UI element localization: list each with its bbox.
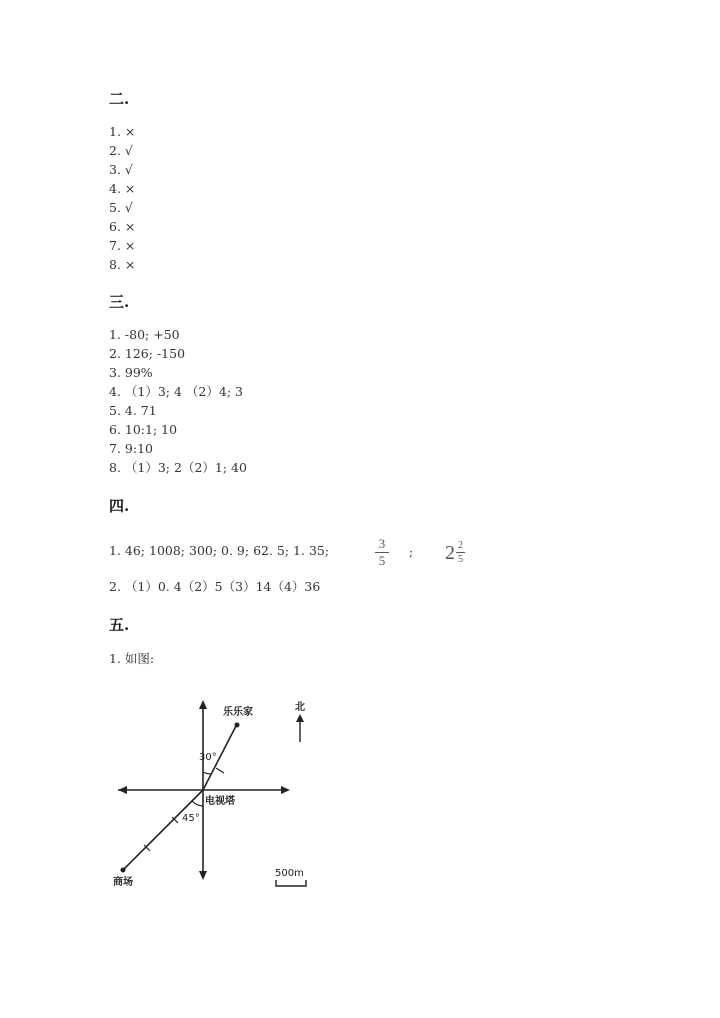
south-arrowhead (199, 871, 207, 880)
section-2-answer-2: 2. √ (109, 143, 133, 158)
section-3-answer-4: 4. （1）3; 4 （2）4; 3 (109, 384, 243, 399)
home-label: 乐乐家 (223, 707, 253, 718)
mixed-whole: 2 (445, 542, 455, 564)
section-3-answer-5: 5. 4. 71 (109, 403, 157, 418)
mixed-numerator: 2 (458, 540, 463, 551)
section-3-answer-7: 7. 9:10 (109, 441, 153, 456)
section-4-answer-1: 1. 46; 1008; 300; 0. 9; 62. 5; 1. 35; (109, 543, 330, 558)
section-2-answer-7: 7. × (109, 238, 136, 253)
tower-label: 电视塔 (205, 796, 235, 807)
line-to-mall (124, 790, 203, 869)
section-3-answer-1: 1. -80; +50 (109, 327, 180, 342)
section-2-answer-4: 4. × (109, 181, 136, 196)
angle-label-45: 45° (182, 813, 200, 824)
angle-arc-bottom (192, 801, 203, 806)
section-3-answer-6: 6. 10:1; 10 (109, 422, 178, 437)
section-4-answer-2: 2. （1）0. 4（2）5（3）14（4）36 (109, 579, 321, 594)
section-2-answer-5: 5. √ (109, 200, 133, 215)
section-5-answer-1: 1. 如图: (109, 651, 155, 666)
section-2-answer-6: 6. × (109, 219, 136, 234)
mall-label: 商场 (113, 877, 133, 888)
home-point (235, 723, 240, 728)
north-arrow-head (296, 714, 304, 722)
mall-point (121, 868, 126, 873)
home-tick-mark (216, 768, 224, 773)
north-label: 北 (295, 702, 305, 713)
section-5-heading: 五. (109, 616, 130, 634)
section-2-answer-1: 1. × (109, 124, 136, 139)
mixed-fraction (456, 540, 465, 565)
section-2-answer-8: 8. × (109, 257, 136, 272)
scale-label: 500m (275, 868, 304, 879)
mixed-number-two-and-two-fifths (445, 540, 469, 568)
mixed-denominator: 5 (458, 554, 463, 565)
north-arrowhead (199, 700, 207, 709)
angle-arc-top (203, 772, 211, 774)
fraction-numerator: 3 (378, 536, 386, 551)
separator: ; (409, 545, 414, 559)
direction-diagram (100, 690, 330, 900)
mixed-fraction-bar (456, 552, 465, 553)
fraction-denominator: 5 (378, 553, 386, 568)
section-3-answer-2: 2. 126; -150 (109, 346, 186, 361)
east-arrowhead (281, 786, 290, 794)
fraction-three-fifths (375, 537, 389, 568)
section-2-answer-3: 3. √ (109, 162, 133, 177)
section-3-answer-8: 8. （1）3; 2（2）1; 40 (109, 460, 247, 475)
section-4-heading: 四. (109, 497, 130, 515)
scale-bar (276, 880, 306, 886)
section-3-answer-3: 3. 99% (109, 365, 153, 380)
angle-label-30: 30° (199, 752, 217, 763)
west-arrowhead (118, 786, 127, 794)
section-2-heading: 二. (109, 90, 130, 108)
section-3-heading: 三. (109, 293, 130, 311)
